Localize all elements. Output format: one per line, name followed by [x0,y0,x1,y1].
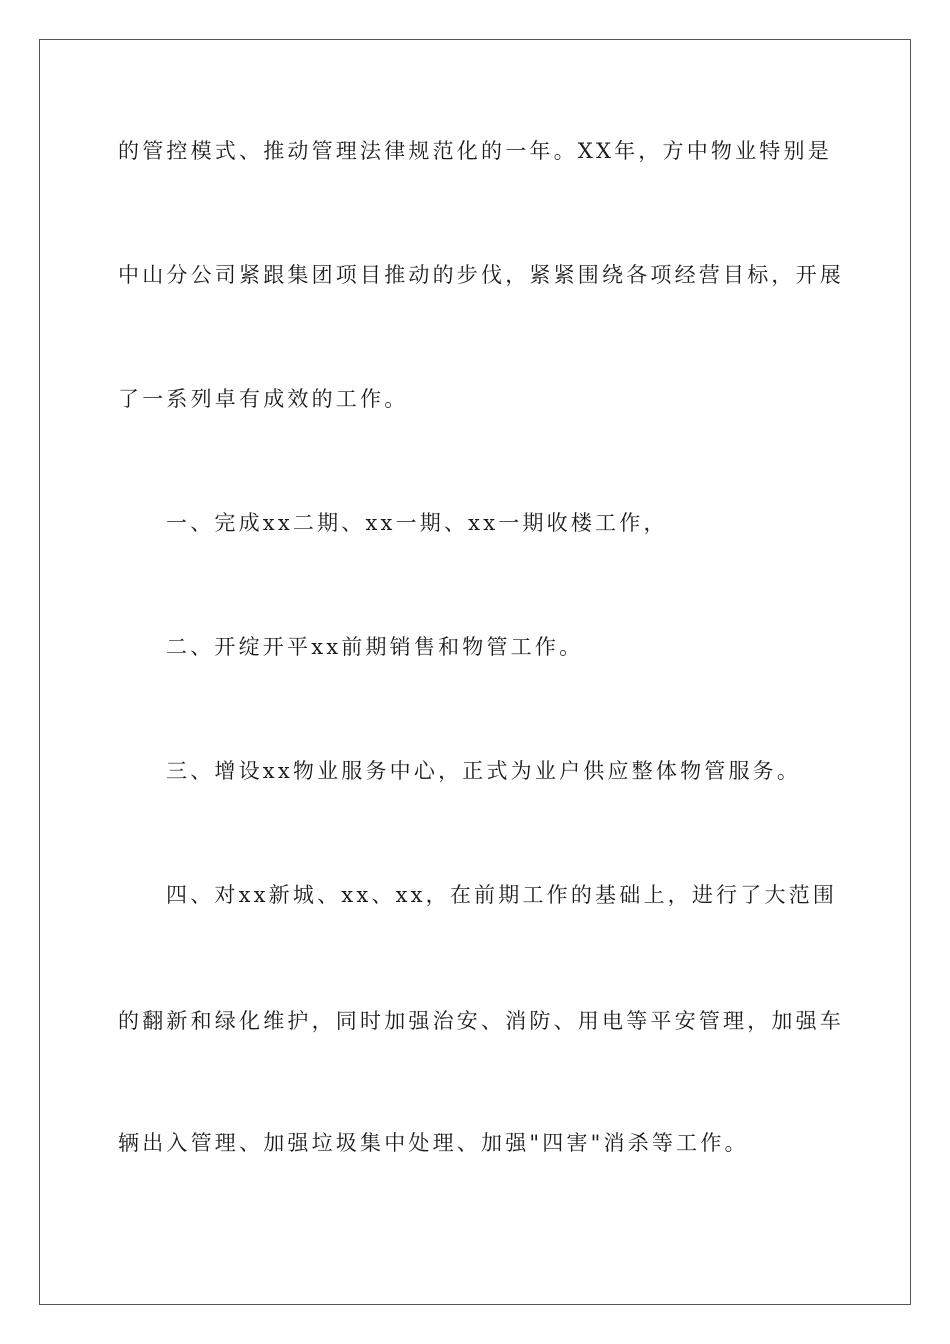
list-item-2: 二、开绽开平xx前期销售和物管工作。 [166,635,584,659]
text-line-9: 辆出入管理、加强垃圾集中处理、加强"四害"消杀等工作。 [118,1131,749,1155]
text-line-8: 的翻新和绿化维护，同时加强治安、消防、用电等平安管理，加强车 [118,1009,844,1033]
text-line-3: 了一系列卓有成效的工作。 [118,387,409,411]
page-frame [39,39,911,1305]
list-item-1: 一、完成xx二期、xx一期、xx一期收楼工作， [166,511,668,535]
text-line-2: 中山分公司紧跟集团项目推动的步伐，紧紧围绕各项经营目标，开展 [118,263,844,287]
text-line-1: 的管控模式、推动管理法律规范化的一年。XX年，方中物业特别是 [118,139,832,163]
list-item-3: 三、增设xx物业服务中心，正式为业户供应整体物管服务。 [166,759,802,783]
list-item-4: 四、对xx新城、xx、xx，在前期工作的基础上，进行了大范围 [166,883,838,907]
